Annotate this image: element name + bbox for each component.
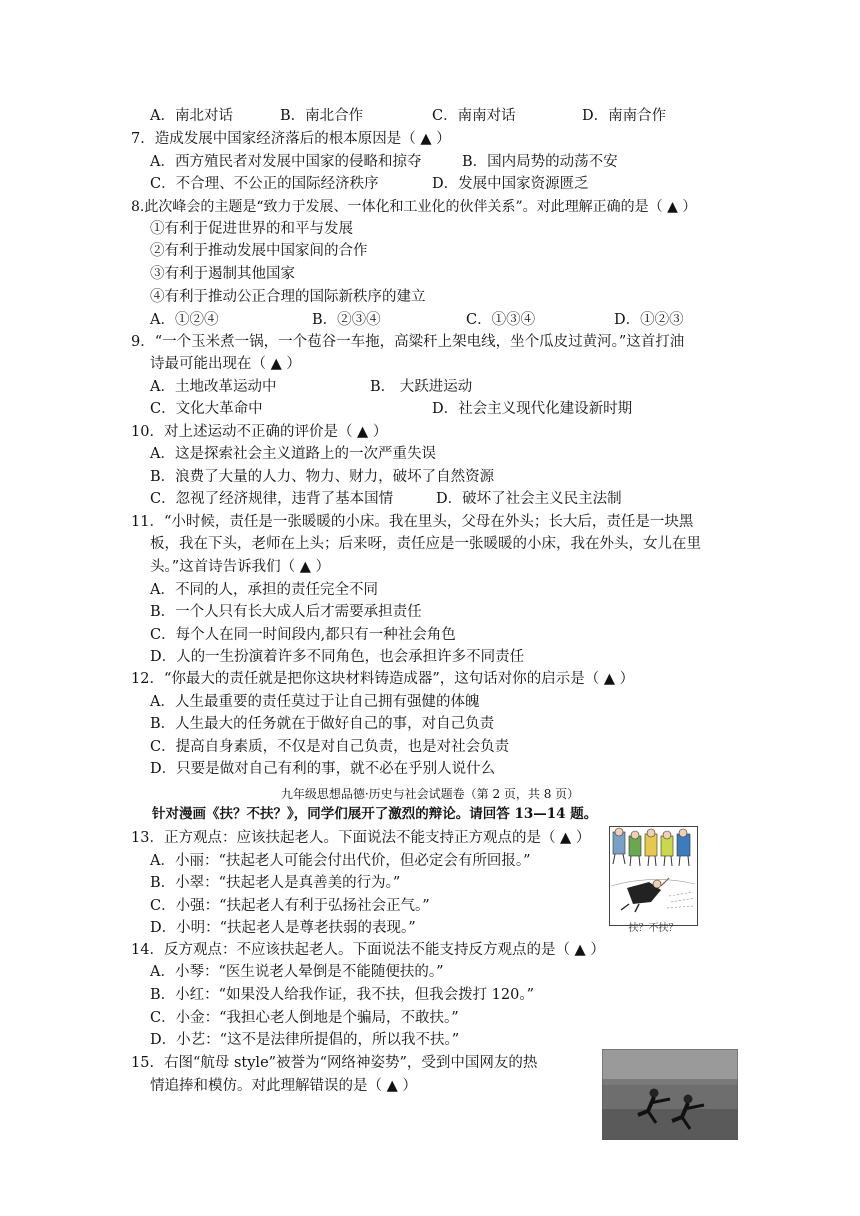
q8-option-d: D．①②③: [614, 312, 684, 328]
q12-option-d: D．只要是做对自己有利的事，就不必在乎别人说什么: [150, 761, 496, 777]
q12-stem: 12．“你最大的责任就是把你这块材料铸造成器”，这句话对你的启示是（ ▲ ）: [131, 671, 635, 687]
q9-option-d: D．社会主义现代化建设新时期: [432, 401, 633, 417]
cartoon-illustration: [609, 826, 698, 926]
q13-option-d: D．小明：“扶起老人是尊老扶弱的表现。”: [150, 920, 416, 936]
q14-stem: 14．反方观点：不应该扶起老人。下面说法不能支持反方观点的是（ ▲ ）: [131, 942, 605, 958]
q12-option-a: A．人生最重要的责任莫过于让自己拥有强健的体魄: [150, 694, 480, 710]
q8-stem: 8.此次峰会的主题是“致力于发展、一体化和工业化的伙伴关系”。对此理解正确的是（ ▲ ）: [131, 199, 697, 215]
q10-option-b: B．浪费了大量的人力、物力、财力，破坏了自然资源: [150, 469, 495, 485]
q7-option-b: B．国内局势的动荡不安: [462, 154, 618, 170]
q15-stem-line2: 情追捧和模仿。对此理解错误的是（ ▲ ）: [150, 1078, 417, 1094]
cartoon-caption: 扶？不扶？: [628, 923, 679, 934]
q13-stem: 13．正方观点：应该扶起老人。下面说法不能支持正方观点的是（ ▲ ）: [131, 830, 591, 846]
q11-option-b: B．一个人只有长大成人后才需要承担责任: [150, 604, 422, 620]
q14-option-c: C．小金：“我担心老人倒地是个骗局，不敢扶。”: [150, 1010, 459, 1026]
q6-option-d: D．南南合作: [582, 108, 667, 124]
q9-option-a: A．土地改革运动中: [150, 379, 277, 395]
q10-stem: 10．对上述运动不正确的评价是（ ▲ ）: [131, 424, 388, 440]
q8-option-c: C．①③④: [466, 312, 536, 328]
q6-options: [150, 106, 710, 126]
q13-option-a: A．小丽：“扶起老人可能会付出代价，但必定会有所回报。”: [150, 853, 531, 869]
q7-option-a: A．西方殖民者对发展中国家的侵略和掠夺: [150, 154, 422, 170]
q12-option-c: C．提高自身素质，不仅是对自己负责，也是对社会负责: [150, 739, 510, 755]
q14-option-d: D．小艺：“这不是法律所提倡的，所以我不扶。”: [150, 1032, 460, 1048]
q10-option-a: A．这是探索社会主义道路上的一次严重失误: [150, 446, 436, 462]
carrier-style-illustration: [602, 1049, 738, 1140]
q9-option-c: C．文化大革命中: [150, 401, 263, 417]
q8-options: [150, 310, 710, 330]
q9-stem-line2: 诗最可能出现在（ ▲ ）: [150, 356, 301, 372]
q7-option-c: C．不合理、不公正的国际经济秩序: [150, 176, 379, 192]
q8-option-a: A．①②④: [150, 312, 219, 328]
q11-option-c: C．每个人在同一时间段内,都只有一种社会角色: [150, 627, 456, 643]
q9-option-b: B． 大跃进运动: [370, 379, 473, 395]
q15-stem-line1: 15．右图“航母 style”被誉为“网络神姿势”，受到中国网友的热: [131, 1055, 538, 1071]
q6-option-c: C．南南对话: [432, 108, 516, 124]
q7-stem: 7．造成发展中国家经济落后的根本原因是（ ▲ ）: [131, 131, 451, 147]
q8-item-1: ①有利于促进世界的和平与发展: [150, 221, 353, 237]
q10-option-c: C．忽视了经济规律，违背了基本国情: [150, 491, 394, 507]
q7-option-d: D．发展中国家资源匮乏: [432, 176, 589, 192]
q11-option-a: A．不同的人，承担的责任完全不同: [150, 582, 378, 598]
q11-stem-line1: 11．“小时候，责任是一张暖暖的小床。我在里头，父母在外头；长大后，责任是一块黑: [131, 514, 694, 530]
q8-item-4: ④有利于推动公正合理的国际新秩序的建立: [150, 289, 426, 305]
q14-option-b: B．小红：“如果没人给我作证，我不扶，但我会拨打 120。”: [150, 987, 535, 1003]
q11-stem-line2: 板，我在下头，老师在上头；后来呀，责任应是一张暖暖的小床，我在外头，女儿在里: [150, 536, 701, 552]
q13-option-b: B．小翠：“扶起老人是真善美的行为。”: [150, 875, 401, 891]
q6-option-b: B．南北合作: [280, 108, 364, 124]
q8-item-3: ③有利于遏制其他国家: [150, 266, 295, 282]
q10-option-d: D．破坏了社会主义民主法制: [436, 491, 622, 507]
q11-option-d: D．人的一生扮演着许多不同角色，也会承担许多不同责任: [150, 649, 525, 665]
cartoon-image: [609, 826, 698, 934]
q8-item-2: ②有利于推动发展中国家间的合作: [150, 243, 368, 259]
q6-option-a: A．南北对话: [150, 108, 233, 124]
q8-option-b: B．②③④: [312, 312, 381, 328]
q12-option-b: B．人生最大的任务就在于做好自己的事，对自己负责: [150, 716, 495, 732]
q11-stem-line3: 头。”这首诗告诉我们（ ▲ ）: [150, 559, 331, 575]
q14-option-a: A．小琴：“医生说老人晕倒是不能随便扶的。”: [150, 964, 444, 980]
q13-14-intro: 针对漫画《扶？不扶？》，同学们展开了激烈的辩论。请回答 13—14 题。: [152, 806, 598, 822]
page-footer: 九年级思想品德·历史与社会试题卷（第 2 页，共 8 页）: [280, 787, 580, 801]
q13-option-c: C．小强：“扶起老人有利于弘扬社会正气。”: [150, 898, 430, 914]
q9-stem-line1: 9．“一个玉米煮一锅，一个苞谷一车拖，高粱秆上架电线，坐个瓜皮过黄河。”这首打油: [131, 334, 685, 350]
carrier-style-photo: [602, 1049, 738, 1140]
